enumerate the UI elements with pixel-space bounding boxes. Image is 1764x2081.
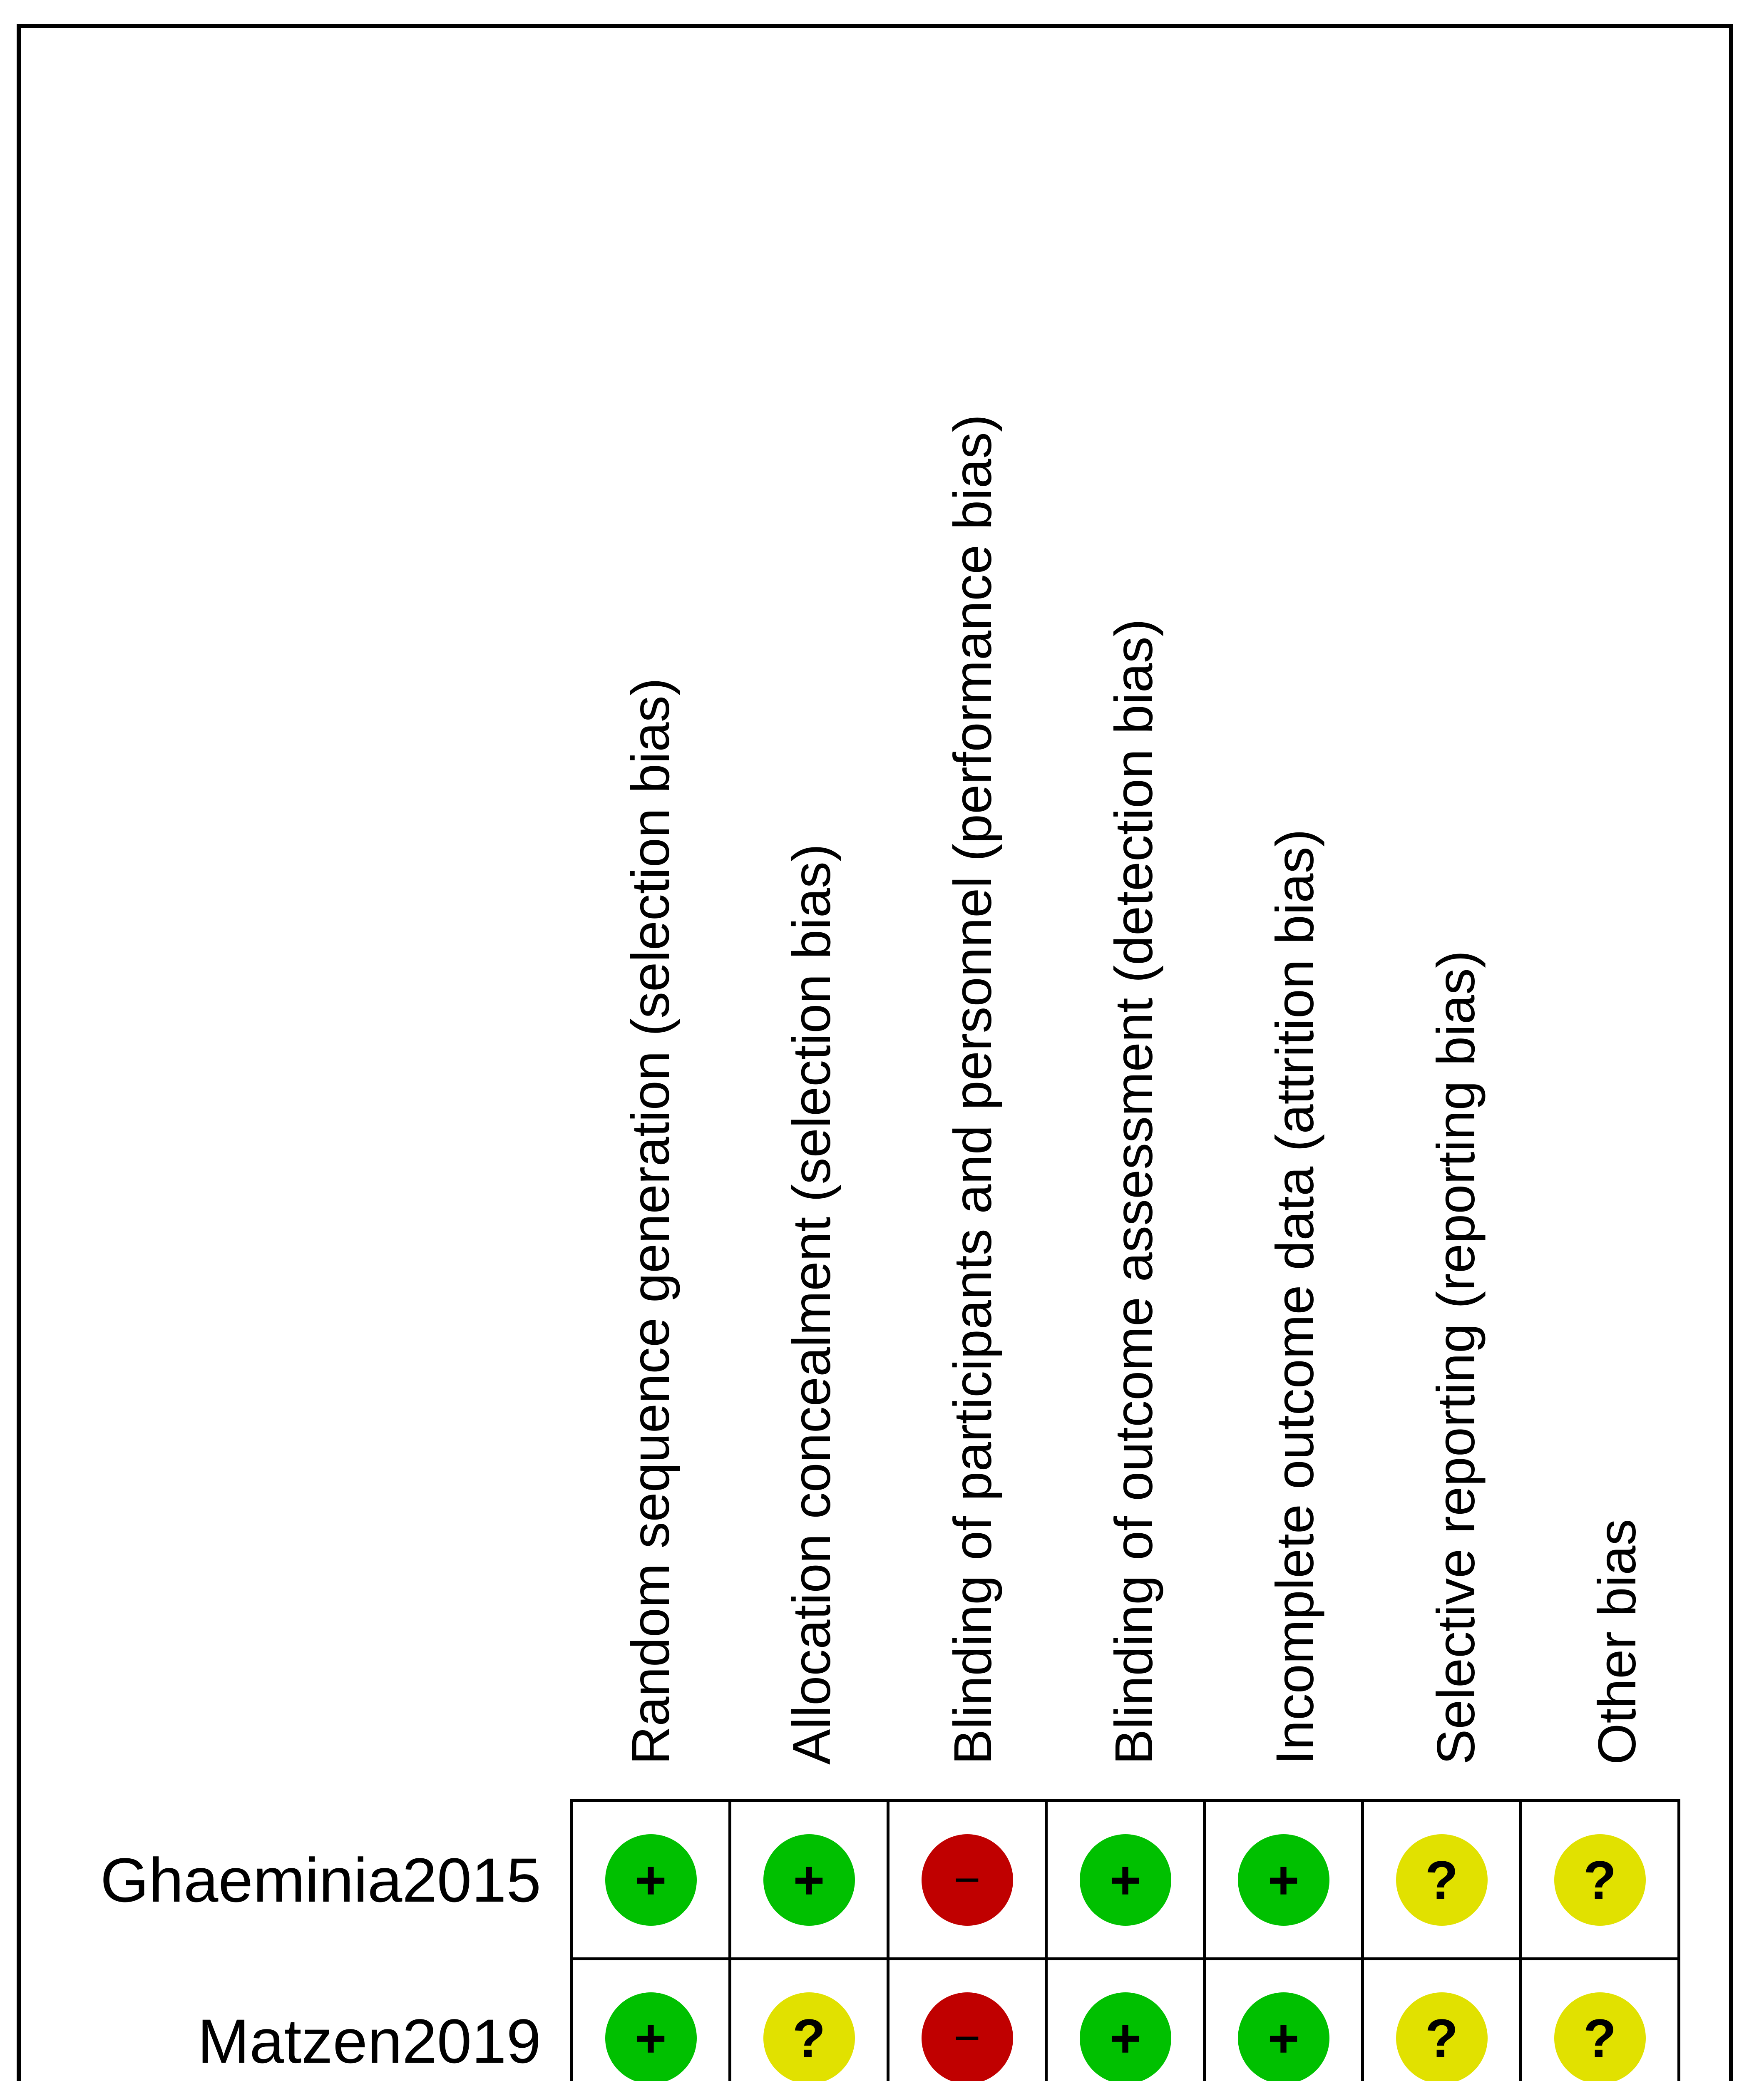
- grid-cell: [570, 1957, 731, 2081]
- judgement-unclear-icon: ?: [1396, 1992, 1488, 2081]
- judgement-low-icon: +: [605, 1834, 697, 1926]
- judgement-high-icon: −: [922, 1992, 1013, 2081]
- column-label-text: Incomplete outcome data (attrition bias): [1265, 829, 1325, 1765]
- judgement-low-icon: +: [1238, 1992, 1329, 2081]
- judgement-low-icon: +: [1238, 1834, 1329, 1926]
- column-label-text: Random sequence generation (selection bias): [621, 678, 681, 1765]
- grid-cell: [1519, 1957, 1680, 2081]
- grid-cell: [1203, 1957, 1364, 2081]
- grid-cell: [570, 1799, 731, 1960]
- grid-cell: [728, 1957, 889, 2081]
- column-label-text: Other bias: [1587, 1519, 1647, 1765]
- grid-cell: [728, 1799, 889, 1960]
- grid-cell: [1203, 1799, 1364, 1960]
- column-label-text: Blinding of participants and personnel (performance bias): [943, 414, 1003, 1765]
- study-label: Matzen2019: [197, 2006, 541, 2076]
- study-label: Ghaeminia2015: [100, 1845, 541, 1915]
- grid-cell: [1361, 1799, 1522, 1960]
- column-label-text: Blinding of outcome assessment (detection bias): [1104, 618, 1164, 1765]
- judgement-low-icon: +: [605, 1992, 697, 2081]
- judgement-low-icon: +: [1080, 1992, 1171, 2081]
- judgement-low-icon: +: [763, 1834, 855, 1926]
- grid-cell: [1361, 1957, 1522, 2081]
- grid-cell: [887, 1799, 1048, 1960]
- judgement-unclear-icon: ?: [763, 1992, 855, 2081]
- judgement-high-icon: −: [922, 1834, 1013, 1926]
- judgement-unclear-icon: ?: [1554, 1992, 1646, 2081]
- grid-cell: [1045, 1799, 1206, 1960]
- judgement-unclear-icon: ?: [1396, 1834, 1488, 1926]
- grid-cell: [1519, 1799, 1680, 1960]
- column-label-text: Selective reporting (reporting bias): [1426, 950, 1486, 1765]
- judgement-unclear-icon: ?: [1554, 1834, 1646, 1926]
- judgement-low-icon: +: [1080, 1834, 1171, 1926]
- column-label-text: Allocation concealment (selection bias): [782, 844, 842, 1765]
- grid-cell: [1045, 1957, 1206, 2081]
- grid-cell: [887, 1957, 1048, 2081]
